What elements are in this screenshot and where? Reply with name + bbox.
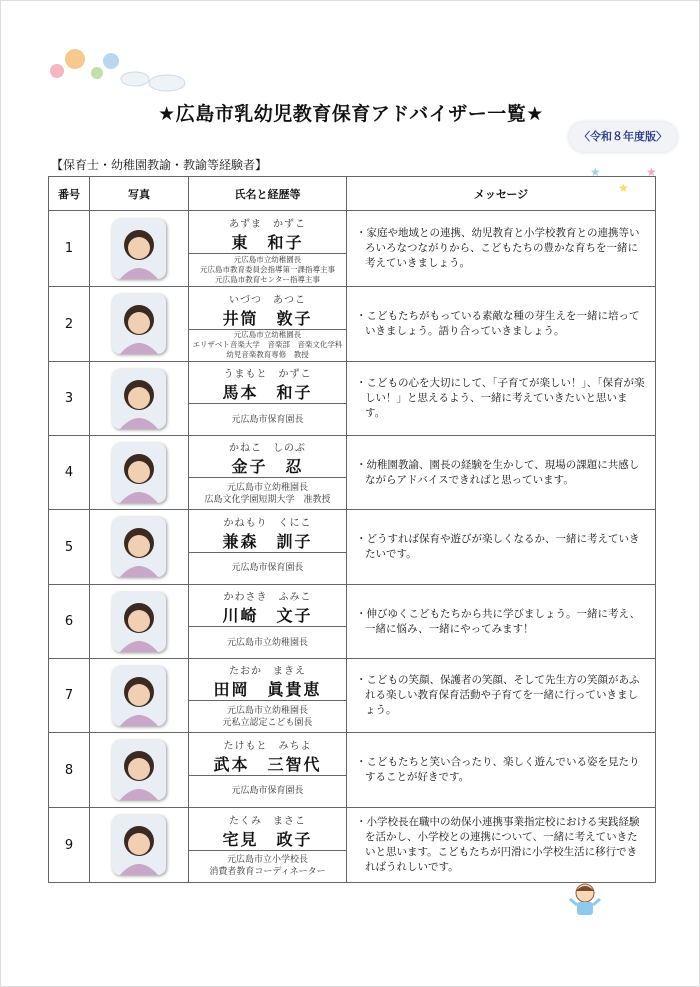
- row-number: 7: [49, 659, 90, 733]
- career: [189, 701, 346, 732]
- name-reading: あずま かずこ: [229, 219, 306, 230]
- career-line: 元広島市立幼稚園長: [226, 637, 308, 648]
- career-line: 広島文化学園短期大学 准教授: [204, 494, 331, 505]
- message: ・こどもの笑顔、保護者の笑顔、そして先生方の笑顔があふれる楽しい教育保育活動や子育てを一緒に行っていきましょう。: [347, 659, 656, 733]
- svg-text:★: ★: [618, 181, 629, 195]
- table-row: [49, 585, 656, 659]
- header-photo: 写真: [90, 177, 189, 211]
- name-career-cell: [189, 436, 347, 510]
- career-line: 元広島市立幼稚園長: [226, 482, 308, 493]
- portrait-photo: [112, 740, 166, 800]
- advisor-name: 武本 三智代: [213, 754, 322, 774]
- career-line: 元広島市立小学校長: [226, 855, 308, 865]
- table-row: [49, 733, 656, 808]
- message: ・伸びゆくこどもたちから共に学びましょう。一緒に考え、一緒に悩み、一緒にやってみます！: [347, 585, 656, 659]
- career-line: 消費者教育コーディネーター: [209, 867, 326, 877]
- portrait-photo: [112, 592, 166, 652]
- career: [189, 254, 346, 285]
- career: [189, 851, 346, 882]
- name-reading: いづつ あつこ: [229, 294, 306, 306]
- name-career-cell: [189, 287, 347, 362]
- name-reading: たおか まきえ: [229, 666, 306, 677]
- row-number: 2: [49, 287, 90, 362]
- name-career-cell: [189, 211, 347, 287]
- name-reading: うまもと かずこ: [223, 369, 312, 380]
- table-row: [49, 808, 656, 883]
- message: ・小学校長在職中の幼保小連携事業指定校における実践経験を活かし、小学校との連携について、一緒に考えていきたいと思います。こどもたちが円滑に小学校生活に移行できればうれしいです。: [347, 808, 656, 883]
- advisor-name: 川崎 文子: [222, 606, 313, 625]
- photo-cell: [90, 733, 189, 808]
- photo-cell: [90, 287, 189, 362]
- table-row: [49, 362, 656, 436]
- section-subtitle: 【保育士・幼稚園教諭・教諭等経験者】: [51, 158, 268, 172]
- career-line: 元広島市保育園長: [231, 414, 304, 425]
- row-number: 8: [49, 733, 90, 808]
- career: [189, 330, 346, 361]
- name-reading: かねもり くにこ: [223, 517, 312, 529]
- career: [189, 553, 346, 584]
- career-line: 元広島市保育園長: [231, 563, 304, 573]
- advisor-name: 宅見 政子: [222, 829, 313, 849]
- name-career-cell: [189, 808, 347, 883]
- portrait-photo: [112, 443, 166, 503]
- career-line: 元広島市教育委員会指導第一課指導主事: [200, 264, 335, 274]
- table-row: [49, 436, 656, 510]
- career-line: 元広島市立幼稚園長: [226, 705, 308, 716]
- message: ・こどもたちと笑い合ったり、楽しく遊んでいる姿を見たりすることが好きです。: [347, 733, 656, 808]
- header-name-career: 氏名と経歴等: [189, 177, 347, 211]
- photo-cell: [90, 211, 189, 287]
- advisor-table: [48, 176, 656, 883]
- name-reading: たけもと みちよ: [223, 740, 312, 752]
- portrait-photo: [112, 517, 166, 577]
- advisor-name: 兼森 訓子: [222, 531, 313, 551]
- name-career-cell: [189, 510, 347, 585]
- header-message: メッセージ: [347, 177, 656, 211]
- career-line: 幼児音楽教育専修 教授: [226, 350, 309, 359]
- career-line: 元広島市立幼稚園長: [233, 254, 302, 264]
- photo-cell: [90, 585, 189, 659]
- row-number: 6: [49, 585, 90, 659]
- advisor-name: 田岡 眞貴恵: [213, 680, 322, 699]
- advisor-name: 金子 忍: [231, 457, 304, 476]
- message: ・幼稚園教諭、園長の経験を生かして、現場の課題に共感しながらアドバイスできればと思っています。: [347, 436, 656, 510]
- career-line: 元広島市立幼稚園長: [233, 330, 302, 339]
- row-number: 3: [49, 362, 90, 436]
- advisor-name: 東 和子: [231, 233, 304, 252]
- photo-cell: [90, 808, 189, 883]
- career: [189, 627, 346, 658]
- row-number: 5: [49, 510, 90, 585]
- child-illustration-icon: [567, 881, 603, 921]
- photo-cell: [90, 436, 189, 510]
- table-header-row: [49, 177, 656, 211]
- name-reading: たくみ まさこ: [229, 815, 306, 827]
- table-row: [49, 659, 656, 733]
- row-number: 9: [49, 808, 90, 883]
- portrait-photo: [112, 219, 166, 279]
- advisor-name: 井筒 敦子: [222, 308, 313, 328]
- svg-text:★: ★: [590, 165, 601, 179]
- career-line: 元私立認定こども園長: [222, 717, 313, 728]
- name-career-cell: [189, 659, 347, 733]
- edition-badge: 〈令和８年度版〉: [569, 122, 677, 152]
- message: ・こどもの心を大切にして、「子育てが楽しい！」、「保育が楽しい！」と思えるよう、一緒に考えていきたいと思います。: [347, 362, 656, 436]
- advisor-name: 馬本 和子: [222, 383, 313, 402]
- name-career-cell: [189, 733, 347, 808]
- page-title: ★広島市乳幼児教育保育アドバイザー一覧★: [158, 103, 544, 125]
- career-line: 元広島市保育園長: [231, 786, 304, 796]
- row-number: 4: [49, 436, 90, 510]
- header-number: 番号: [49, 177, 90, 211]
- name-career-cell: [189, 585, 347, 659]
- career: [189, 404, 346, 435]
- name-reading: かわさき ふみこ: [223, 592, 312, 603]
- portrait-photo: [112, 666, 166, 726]
- portrait-photo: [112, 369, 166, 429]
- name-reading: かねこ しのぶ: [229, 443, 306, 454]
- name-career-cell: [189, 362, 347, 436]
- career: [189, 478, 346, 509]
- career: [189, 776, 346, 807]
- portrait-photo: [112, 815, 166, 875]
- career-line: 元広島市教育センター指導主事: [215, 274, 320, 284]
- table-row: [49, 211, 656, 287]
- photo-cell: [90, 659, 189, 733]
- photo-cell: [90, 510, 189, 585]
- message: ・こどもたちがもっている素敵な種の芽生えを一緒に培っていきましょう。語り合っていきましょう。: [347, 287, 656, 362]
- portrait-photo: [112, 294, 166, 354]
- table-row: [49, 287, 656, 362]
- photo-cell: [90, 362, 189, 436]
- table-row: [49, 510, 656, 585]
- message: ・家庭や地域との連携、幼児教育と小学校教育との連携等いろいろなつながりから、こどもたちの豊かな育ちを一緒に考えていきましょう。: [347, 211, 656, 287]
- message: ・どうすれば保育や遊びが楽しくなるか、一緒に考えていきたいです。: [347, 510, 656, 585]
- svg-text:★: ★: [646, 165, 657, 179]
- row-number: 1: [49, 211, 90, 287]
- career-line: エリザベト音楽大学 音楽部 音楽文化学科: [192, 340, 343, 349]
- balloons-illustration-icon: [45, 41, 195, 96]
